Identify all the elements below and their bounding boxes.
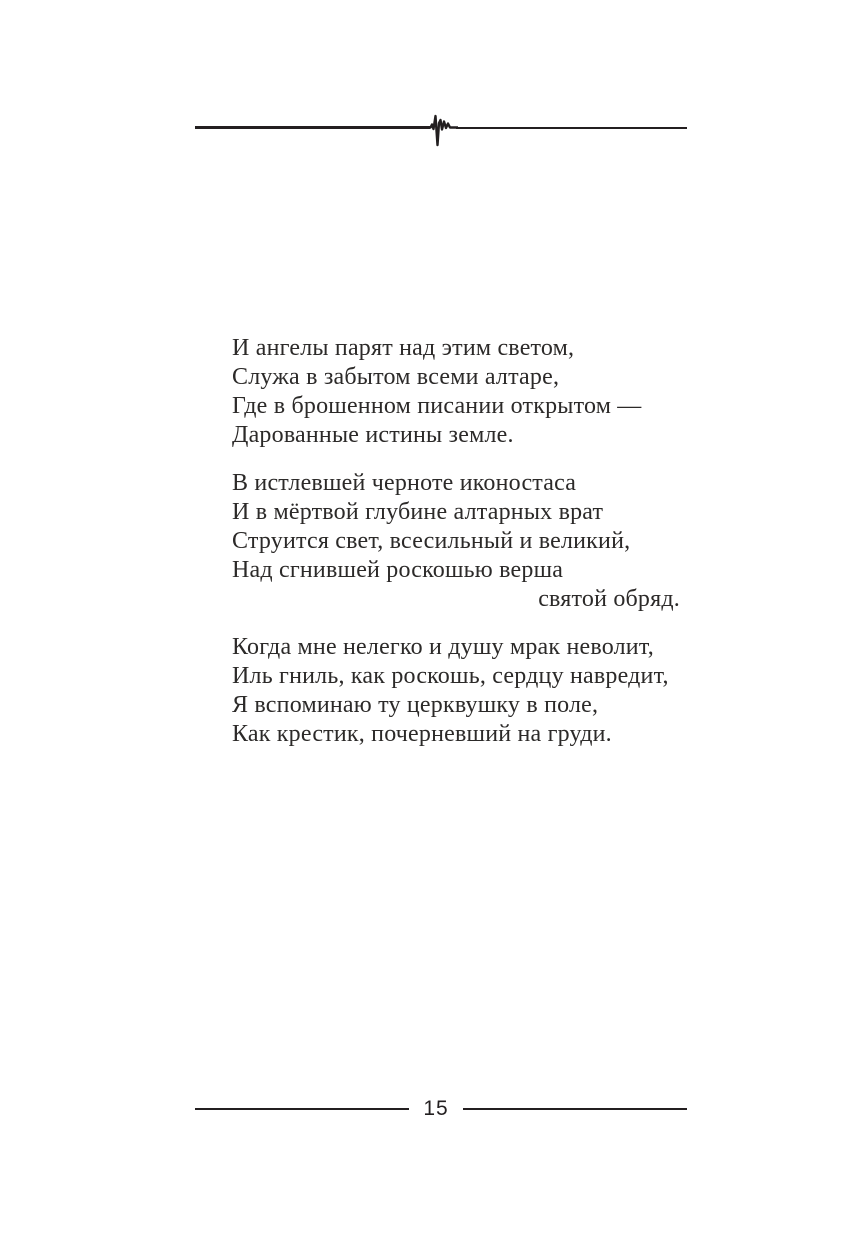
poem-line: Струится свет, всесильный и великий, (232, 528, 631, 554)
poem-line-indented: святой обряд. (538, 586, 680, 612)
stanza-1 (232, 334, 688, 450)
poem-line: Служа в забытом всеми алтаре, (232, 364, 560, 390)
heartbeat-flourish-icon (428, 109, 458, 151)
footer-rule-left (195, 1108, 409, 1110)
page-number: 15 (423, 1097, 449, 1120)
poem-line: Я вспоминаю ту церквушку в поле, (232, 692, 599, 718)
poem-text (232, 334, 688, 768)
poem-line: И ангелы парят над этим светом, (232, 335, 575, 361)
poem-line: Когда мне нелегко и душу мрак неволит, (232, 634, 654, 660)
poem-line: Дарованные истины земле. (232, 422, 514, 448)
poem-line: Иль гниль, как роскошь, сердцу навредит, (232, 663, 669, 689)
stanza-2 (232, 469, 688, 614)
poem-line: Над сгнившей роскошью верша (232, 557, 564, 583)
poem-line: Как крестик, почерневший на груди. (232, 721, 612, 747)
header-rule-left (195, 126, 430, 129)
poem-line: Где в брошенном писании открытом — (232, 393, 642, 419)
header-rule-right (456, 127, 687, 129)
poem-line: И в мёртвой глубине алтарных врат (232, 499, 604, 525)
stanza-3 (232, 633, 688, 749)
footer-rule-right (463, 1108, 687, 1110)
poem-line: В истлевшей черноте иконостаса (232, 470, 577, 496)
